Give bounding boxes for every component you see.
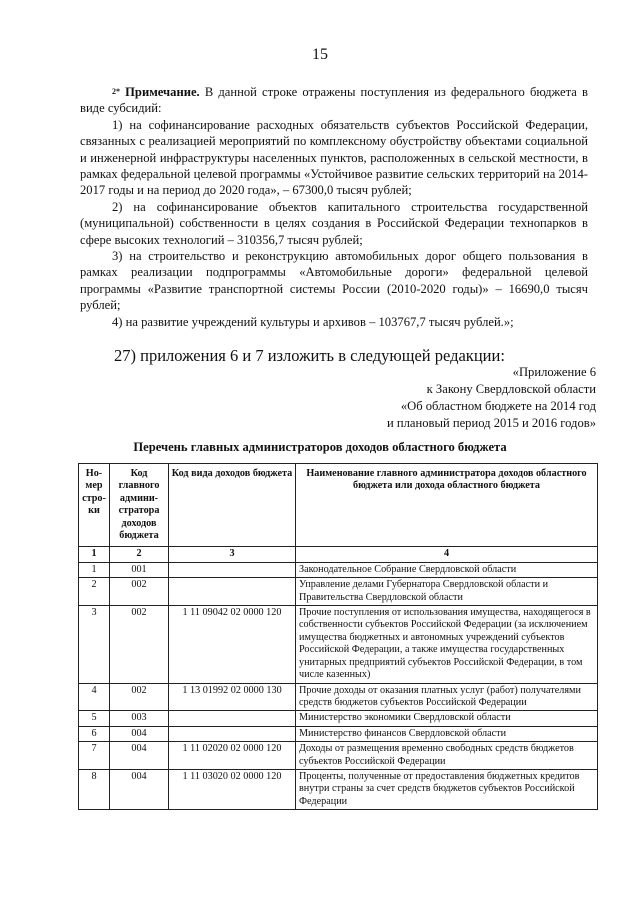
column-number: 3 <box>169 547 296 562</box>
administrators-table <box>78 463 598 810</box>
income-code: 1 11 02020 02 0000 120 <box>169 742 296 770</box>
admin-code: 002 <box>110 683 169 711</box>
table-row <box>79 742 598 770</box>
admin-code: 002 <box>110 606 169 683</box>
admin-code: 001 <box>110 562 169 577</box>
admin-code: 004 <box>110 769 169 809</box>
admin-name: Прочие поступления от использования имущества, находящегося в собственности субъектов Российской Федерации (за исключением имущества бюджетных и автономных учреждений субъектов Российской Федерации, а также имущества государственных унитарных предприятий субъектов Российской Федерации, в том числе казенных) <box>296 606 598 683</box>
column-number: 2 <box>110 547 169 562</box>
income-code: 1 11 03020 02 0000 120 <box>169 769 296 809</box>
note-item-2: 2) на софинансирование объектов капитального строительства государственной (муниципальной) собственности в целях создания в Российской Федерации технопарков в сфере высоких технологий – 310356,7 тысяч рублей; <box>80 199 588 247</box>
row-number: 5 <box>79 711 110 726</box>
item-27: 27) приложения 6 и 7 изложить в следующей редакции: <box>114 346 505 365</box>
header-name: Наименование главного администратора доходов областного бюджета или дохода областного бюджета <box>296 464 598 547</box>
admin-code: 004 <box>110 726 169 741</box>
admin-code: 004 <box>110 742 169 770</box>
column-numbering-row <box>79 547 598 562</box>
document-title: Перечень главных администраторов доходов областного бюджета <box>133 440 507 454</box>
income-code: 1 11 09042 02 0000 120 <box>169 606 296 683</box>
table-row <box>79 711 598 726</box>
note-intro-text: В данной строке отражены поступления из федерального бюджета в виде субсидий: <box>80 85 588 116</box>
column-number: 1 <box>79 547 110 562</box>
admin-name: Прочие доходы от оказания платных услуг (работ) получателями средств бюджетов субъектов Российской Федерации <box>296 683 598 711</box>
row-number: 1 <box>79 562 110 577</box>
note-item-3: 3) на строительство и реконструкцию автомобильных дорог общего пользования в рамках реализации подпрограммы «Автомобильные дороги» федеральной целевой программы «Развитие транспортной системы России (2010-2020 годы)» – 16690,0 тысяч рублей; <box>80 249 588 313</box>
table-row <box>79 726 598 741</box>
annex-header <box>387 364 596 432</box>
header-admin-code: Код главного админи-стратора доходов бюджета <box>110 464 169 547</box>
note-marker: 2* <box>112 87 120 96</box>
admin-name: Министерство финансов Свердловской области <box>296 726 598 741</box>
table-header-row <box>79 464 598 547</box>
row-number: 6 <box>79 726 110 741</box>
page-number: 15 <box>312 46 328 63</box>
admin-code: 003 <box>110 711 169 726</box>
income-code <box>169 562 296 577</box>
admin-code: 002 <box>110 578 169 606</box>
table-row <box>79 606 598 683</box>
income-code <box>169 711 296 726</box>
table-row <box>79 769 598 809</box>
income-code <box>169 578 296 606</box>
note-item-4: 4) на развитие учреждений культуры и архивов – 103767,7 тысяч рублей.»; <box>112 314 514 329</box>
note-intro <box>80 84 588 117</box>
note-section <box>80 84 588 330</box>
table-row <box>79 683 598 711</box>
annex-line-4: и плановый период 2015 и 2016 годов» <box>387 416 596 430</box>
row-number: 8 <box>79 769 110 809</box>
admin-name: Управление делами Губернатора Свердловской области и Правительства Свердловской области <box>296 578 598 606</box>
header-income-code: Код вида доходов бюджета <box>169 464 296 547</box>
column-number: 4 <box>296 547 598 562</box>
admin-name: Проценты, полученные от предоставления бюджетных кредитов внутри страны за счет средств бюджетов субъектов Российской Федерации <box>296 769 598 809</box>
annex-line-3: «Об областном бюджете на 2014 год <box>400 399 596 413</box>
note-item-1: 1) на софинансирование расходных обязательств субъектов Российской Федерации, связанных с реализацией мероприятий по комплексному обустройству объектами социальной и инженерной инфраструктуры населенных пунктов, расположенных в сельской местности, в рамках федеральной целевой программы «Устойчивое развитие сельских территорий на 2014-2017 годы и на период до 2020 года», – 67300,0 тысяч рублей; <box>80 117 588 198</box>
income-code <box>169 726 296 741</box>
table-row <box>79 578 598 606</box>
admin-name: Доходы от размещения временно свободных средств бюджетов субъектов Российской Федерации <box>296 742 598 770</box>
row-number: 3 <box>79 606 110 683</box>
income-code: 1 13 01992 02 0000 130 <box>169 683 296 711</box>
row-number: 7 <box>79 742 110 770</box>
row-number: 4 <box>79 683 110 711</box>
annex-line-2: к Закону Свердловской области <box>426 382 596 396</box>
admin-name: Законодательное Собрание Свердловской области <box>296 562 598 577</box>
header-row-number: Но-мер стро-ки <box>79 464 110 547</box>
annex-line-1: «Приложение 6 <box>512 365 596 379</box>
note-label: Примечание. <box>125 85 200 99</box>
table-row <box>79 562 598 577</box>
admin-name: Министерство экономики Свердловской области <box>296 711 598 726</box>
row-number: 2 <box>79 578 110 606</box>
